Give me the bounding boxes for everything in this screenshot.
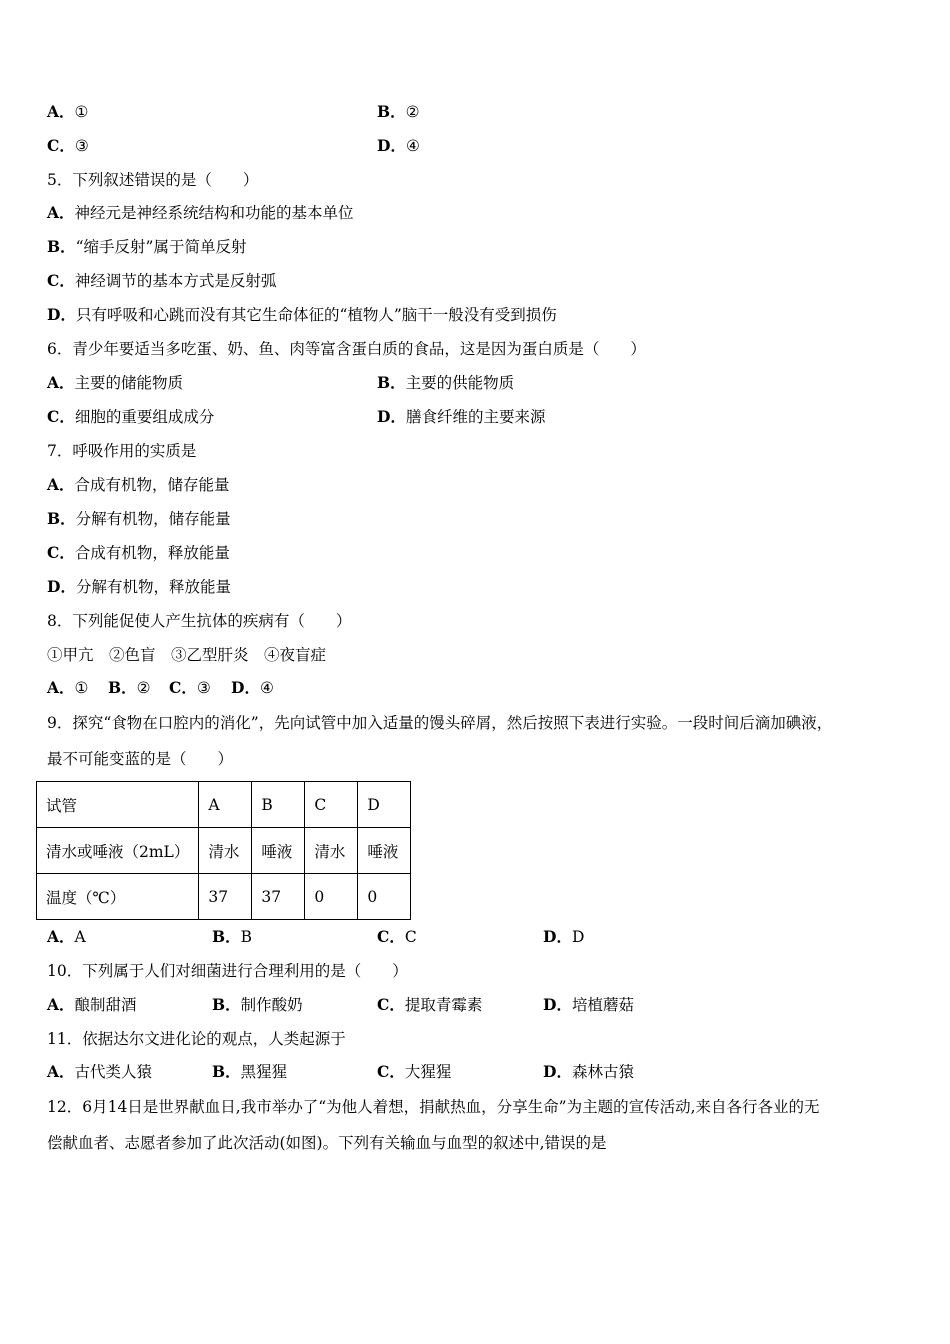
q11-stem: 11．依据达尔文进化论的观点，人类起源于 [47, 1030, 346, 1048]
q4-option-c[interactable]: C．③ [47, 136, 89, 155]
q8-option-b[interactable]: B．② [108, 678, 151, 697]
table-row [37, 874, 411, 920]
experiment-table [36, 781, 411, 920]
q7-option-b[interactable]: B．分解有机物，储存能量 [47, 509, 231, 528]
q11-option-d[interactable]: D．森林古猿 [543, 1062, 634, 1081]
q9-option-d[interactable]: D．D [543, 927, 585, 946]
q6-option-a[interactable]: A．主要的储能物质 [47, 373, 184, 392]
q12-stem-line1: 12．6月14日是世界献血日,我市举办了“为他人着想，捐献热血，分享生命”为主题的宣传活动,来自各行各业的无 [47, 1098, 820, 1116]
table-cell: C [305, 782, 358, 828]
q9-stem-line2: 最不可能变蓝的是（ ） [47, 750, 234, 768]
q8-option-d[interactable]: D．④ [231, 678, 274, 697]
q10-option-c[interactable]: C．提取青霉素 [377, 995, 483, 1014]
table-cell: A [199, 782, 252, 828]
q6-stem: 6．青少年要适当多吃蛋、奶、鱼、肉等富含蛋白质的食品，这是因为蛋白质是（ ） [47, 340, 646, 358]
table-cell: 37 [252, 874, 305, 920]
q12-stem-line2: 偿献血者、志愿者参加了此次活动(如图)。下列有关输血与血型的叙述中,错误的是 [47, 1134, 607, 1152]
table-cell: 37 [199, 874, 252, 920]
q10-option-b[interactable]: B．制作酸奶 [212, 995, 303, 1014]
table-cell: 温度（℃） [37, 874, 199, 920]
q11-option-b[interactable]: B．黑猩猩 [212, 1062, 288, 1081]
table-cell: 0 [305, 874, 358, 920]
q7-option-c[interactable]: C．合成有机物，释放能量 [47, 543, 230, 562]
q4-option-b[interactable]: B．② [377, 102, 420, 121]
table-cell: 试管 [37, 782, 199, 828]
q4-option-d[interactable]: D．④ [377, 136, 420, 155]
q10-option-d[interactable]: D．培植蘑菇 [543, 995, 634, 1014]
q5-option-b[interactable]: B．“缩手反射”属于简单反射 [47, 237, 247, 256]
q8-option-a[interactable]: A．① [47, 678, 89, 697]
q8-stem: 8．下列能促使人产生抗体的疾病有（ ） [47, 612, 352, 630]
q5-option-c[interactable]: C．神经调节的基本方式是反射弧 [47, 271, 277, 290]
q9-option-b[interactable]: B．B [212, 927, 252, 946]
table-cell: 清水 [199, 828, 252, 874]
table-row [37, 782, 411, 828]
q9-stem-line1: 9．探究“食物在口腔内的消化”，先向试管中加入适量的馒头碎屑，然后按照下表进行实验。一段时间后滴加碘液， [47, 714, 833, 732]
q8-option-c[interactable]: C．③ [169, 678, 211, 697]
q7-stem: 7．呼吸作用的实质是 [47, 442, 197, 460]
q10-option-a[interactable]: A．酿制甜酒 [47, 995, 137, 1014]
q4-option-a[interactable]: A．① [47, 102, 89, 121]
q6-option-d[interactable]: D．膳食纤维的主要来源 [377, 407, 546, 426]
table-cell: B [252, 782, 305, 828]
q6-option-c[interactable]: C．细胞的重要组成成分 [47, 407, 215, 426]
table-cell: 唾液 [358, 828, 411, 874]
table-cell: D [358, 782, 411, 828]
table-cell: 清水 [305, 828, 358, 874]
q11-option-c[interactable]: C．大猩猩 [377, 1062, 452, 1081]
q7-option-d[interactable]: D．分解有机物，释放能量 [47, 577, 231, 596]
table-row [37, 828, 411, 874]
q5-option-a[interactable]: A．神经元是神经系统结构和功能的基本单位 [47, 203, 354, 222]
q5-stem: 5．下列叙述错误的是（ ） [47, 171, 259, 189]
q11-option-a[interactable]: A．古代类人猿 [47, 1062, 153, 1081]
q5-option-d[interactable]: D．只有呼吸和心跳而没有其它生命体征的“植物人”脑干一般没有受到损伤 [47, 305, 557, 324]
table-cell: 0 [358, 874, 411, 920]
q10-stem: 10．下列属于人们对细菌进行合理利用的是（ ） [47, 962, 408, 980]
q8-items: ①甲亢 ②色盲 ③乙型肝炎 ④夜盲症 [47, 646, 327, 664]
q9-option-c[interactable]: C．C [377, 927, 417, 946]
table-cell: 清水或唾液（2mL） [37, 828, 199, 874]
q9-option-a[interactable]: A．A [47, 927, 86, 946]
table-cell: 唾液 [252, 828, 305, 874]
q7-option-a[interactable]: A．合成有机物，储存能量 [47, 475, 230, 494]
q6-option-b[interactable]: B．主要的供能物质 [377, 373, 515, 392]
